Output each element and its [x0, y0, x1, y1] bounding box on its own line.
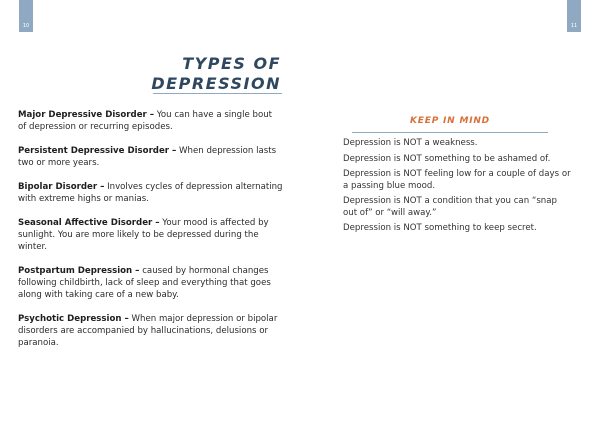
- depression-types-list: [18, 109, 283, 361]
- keep-in-mind-item: Depression is NOT feeling low for a couple of days or a passing blue mood.: [343, 169, 571, 191]
- type-persistent-depressive: [18, 145, 283, 169]
- page-title-line-2: DEPRESSION: [151, 74, 281, 93]
- type-description: Your mood is affected by sunlight. You are more likely to be depressed during the winter.: [18, 218, 269, 252]
- keep-in-mind-item: Depression is NOT something to keep secret.: [343, 223, 537, 233]
- type-seasonal-affective: [18, 217, 283, 253]
- page-number-left: 10: [22, 23, 30, 29]
- keep-in-mind-heading: KEEP IN MIND: [410, 116, 490, 126]
- type-postpartum: [18, 265, 283, 301]
- type-name: Persistent Depressive Disorder –: [18, 146, 177, 156]
- type-description: You can have a single bout of depression or recurring episodes.: [18, 110, 273, 132]
- keep-in-mind-item: Depression is NOT something to be ashamed of.: [343, 153, 551, 164]
- type-description: caused by hormonal changes following childbirth, lack of sleep and everything that goes along with taking care of a new baby.: [18, 266, 271, 300]
- type-description: When depression lasts two or more years.: [18, 146, 277, 168]
- title-divider: [153, 93, 282, 94]
- type-name: Bipolar Disorder –: [18, 182, 105, 192]
- type-bipolar: [18, 181, 283, 205]
- keep-in-mind-item: Depression is NOT a condition that you can “snap out of” or “will away.”: [343, 196, 557, 218]
- page-tab-right: [567, 0, 581, 32]
- keep-in-mind-list: [343, 138, 573, 239]
- type-psychotic: [18, 313, 283, 349]
- type-name: Psychotic Depression –: [18, 314, 129, 324]
- type-name: Major Depressive Disorder –: [18, 110, 155, 120]
- page-title: [151, 54, 281, 94]
- type-description: When major depression or bipolar disorders are accompanied by hallucinations, delusions or paranoia.: [18, 314, 278, 348]
- type-name: Seasonal Affective Disorder –: [18, 218, 160, 228]
- keep-in-mind-divider: [352, 132, 548, 133]
- page-title-line-1: TYPES OF: [182, 54, 281, 73]
- page-tab-left: [19, 0, 33, 32]
- type-major-depressive: [18, 109, 283, 133]
- type-name: Postpartum Depression –: [18, 266, 140, 276]
- type-description: Involves cycles of depression alternating with extreme highs or manias.: [18, 182, 283, 204]
- page-number-right: 11: [570, 23, 578, 29]
- keep-in-mind-item: Depression is NOT a weakness.: [343, 138, 478, 148]
